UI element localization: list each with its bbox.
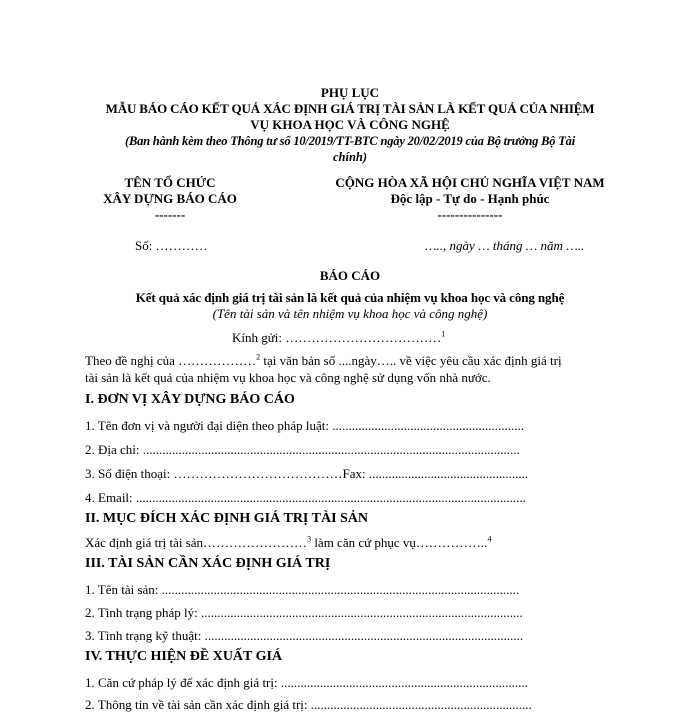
purpose-text-a: Xác định giá trị tài sản……………………: [85, 535, 308, 550]
intro-text-b: tại văn bản số ....ngày….. về việc yêu cầu xác định giá trị: [260, 353, 562, 368]
nation-rule: ---------------: [437, 207, 503, 222]
section1-item1: 1. Tên đơn vị và người đại diện theo pháp luật: ...........................................................: [85, 418, 525, 433]
org-name-line1: TÊN TỔ CHỨC: [124, 175, 216, 190]
section1-item2: 2. Địa chỉ: ....................................................................................................................: [85, 442, 520, 457]
purpose-text-b: làm căn cứ phục vụ……………..: [311, 535, 488, 550]
form-title-line2: VỤ KHOA HỌC VÀ CÔNG NGHỆ: [250, 117, 450, 132]
section3-item2: 2. Tình trạng pháp lý: ...................................................................................................: [85, 605, 523, 620]
section4-item1: 1. Căn cứ pháp lý để xác định giá trị: ............................................................................: [85, 675, 528, 690]
section3-heading: III. TÀI SẢN CẦN XÁC ĐỊNH GIÁ TRỊ: [85, 556, 331, 571]
footnote-ref-3: 3: [307, 534, 312, 544]
section4-item2: 2. Thông tin về tài sản cần xác định giá trị: ....................................................................: [85, 697, 532, 712]
org-rule: -------: [154, 207, 186, 222]
issued-note-line1: (Ban hành kèm theo Thông tư số 10/2019/TT-BTC ngày 20/02/2019 của Bộ trưởng Bộ Tài: [124, 134, 576, 148]
section2-heading: II. MỤC ĐÍCH XÁC ĐỊNH GIÁ TRỊ TÀI SẢN: [85, 511, 369, 526]
nation-motto: Độc lập - Tự do - Hạnh phúc: [390, 191, 550, 206]
section1-heading: I. ĐƠN VỊ XÂY DỰNG BÁO CÁO: [85, 392, 295, 407]
section2-purpose-line: [85, 535, 491, 550]
issued-note-line2: chính): [332, 150, 368, 164]
section3-item3: 3. Tình trạng kỹ thuật: ..................................................................................................: [85, 628, 524, 643]
org-name-line2: XÂY DỰNG BÁO CÁO: [103, 191, 237, 206]
section4-heading: IV. THỰC HIỆN ĐỀ XUẤT GIÁ: [85, 649, 283, 664]
footnote-ref-2: 2: [256, 352, 261, 362]
section1-item4: 4. Email: ........................................................................................................................: [85, 490, 526, 505]
report-subtitle: Kết quả xác định giá trị tài sản là kết quả của nhiệm vụ khoa học và công nghệ: [135, 290, 565, 305]
recipient-line: [232, 330, 445, 345]
nation-title: CỘNG HÒA XÃ HỘI CHỦ NGHĨA VIỆT NAM: [335, 175, 605, 190]
footnote-ref-4: 4: [487, 534, 492, 544]
report-note: (Tên tài sản và tên nhiệm vụ khoa học và công nghệ): [212, 306, 488, 321]
footnote-ref-1: 1: [441, 329, 446, 339]
document-date: ….., ngày … tháng … năm …..: [425, 238, 585, 253]
section3-item1: 1. Tên tài sản: ..............................................................................................................: [85, 582, 520, 597]
form-title-line1: MẪU BÁO CÁO KẾT QUẢ XÁC ĐỊNH GIÁ TRỊ TÀI SẢN LÀ KẾT QUẢ CỦA NHIỆM: [105, 101, 595, 116]
recipient-text: Kính gửi: ………………………………: [232, 330, 442, 345]
appendix-title: PHỤ LỤC: [320, 85, 380, 100]
intro-line1: [85, 353, 562, 368]
document-number: Số: …………: [135, 238, 208, 253]
intro-line2: tài sản là kết quả của nhiệm vụ khoa học và công nghệ sử dụng vốn nhà nước.: [85, 370, 491, 385]
report-title: BÁO CÁO: [319, 268, 381, 283]
section1-item3: 3. Số điện thoại: …………………………………Fax: .................................................: [85, 466, 529, 481]
intro-text-a: Theo đề nghị của ………………: [85, 353, 257, 368]
